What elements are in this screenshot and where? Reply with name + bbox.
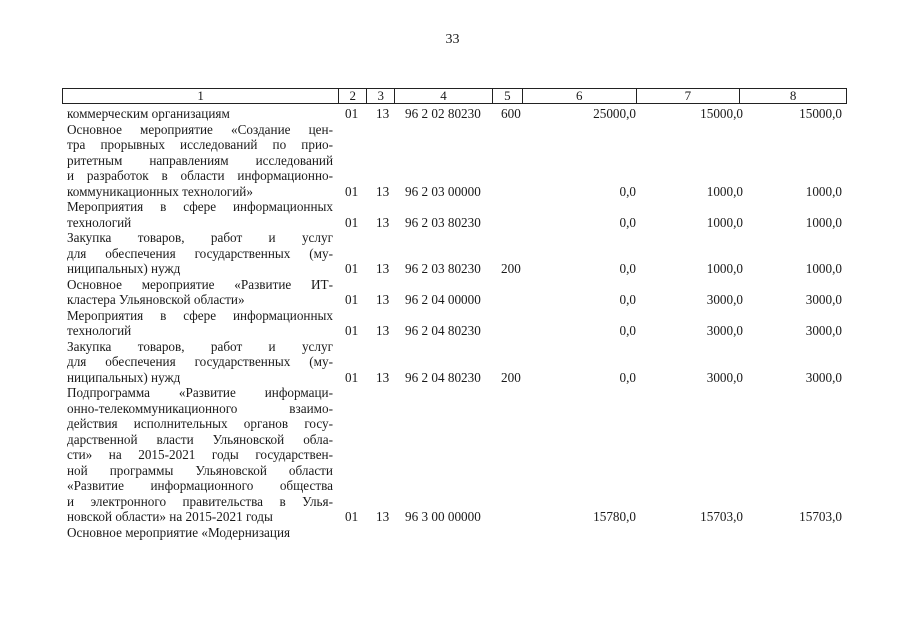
target-article-code: 96 2 03 80230	[405, 261, 481, 276]
subsection-code: 13	[376, 509, 390, 524]
description-line: Мероприятия в сфере информационных	[67, 307, 333, 323]
amount-year-1: 0,0	[619, 369, 636, 385]
description-line: Основное мероприятие «Развитие ИТ-	[67, 276, 333, 292]
target-article-code: 96 2 03 00000	[405, 183, 481, 199]
description-line: кластера Ульяновской области»	[67, 292, 245, 307]
amount-year-1: 15780,0	[593, 509, 636, 524]
subsection-code: 13	[376, 369, 390, 385]
section-code: 01	[345, 106, 359, 121]
amount-year-3: 3000,0	[805, 323, 842, 338]
subsection-code: 13	[376, 183, 390, 199]
target-article-code: 96 2 04 80230	[405, 323, 481, 338]
header-col-5: 5	[493, 89, 523, 103]
section-code: 01	[345, 183, 359, 199]
page-number: 33	[445, 32, 460, 47]
description-line: коммуникационных технологий»	[67, 183, 253, 199]
description-line: и электронного правительства в Улья-	[67, 493, 333, 509]
subsection-code: 13	[376, 292, 390, 307]
description-line: дарственной власти Ульяновской обла-	[67, 431, 333, 447]
row-description	[67, 199, 333, 230]
amount-year-1: 0,0	[619, 183, 636, 199]
description-line: технологий	[67, 323, 132, 338]
amount-year-1: 0,0	[619, 214, 636, 230]
description-line: Основное мероприятие «Модернизация	[67, 524, 291, 540]
subsection-code: 13	[376, 323, 390, 338]
amount-year-2: 3000,0	[706, 323, 743, 338]
section-code: 01	[345, 369, 359, 385]
amount-year-2: 15000,0	[700, 106, 743, 121]
header-col-1: 1	[63, 89, 339, 103]
amount-year-2: 15703,0	[700, 509, 743, 524]
header-col-6: 6	[523, 89, 637, 103]
subsection-code: 13	[376, 106, 390, 121]
description-line: Закупка товаров, работ и услуг	[67, 338, 333, 354]
description-line: ной программы Ульяновской области	[67, 462, 333, 478]
description-line: ниципальных) нужд	[67, 261, 181, 276]
row-description	[67, 230, 333, 277]
target-article-code: 96 3 00 00000	[405, 509, 481, 524]
description-line: онно-телекоммуникационного взаимо-	[67, 400, 333, 416]
row-description	[67, 385, 333, 525]
row-description	[67, 277, 333, 308]
amount-year-3: 1000,0	[805, 214, 842, 230]
description-line: для обеспечения государственных (му-	[67, 245, 333, 261]
amount-year-3: 3000,0	[805, 369, 842, 385]
target-article-code: 96 2 04 00000	[405, 292, 481, 307]
description-line: ниципальных) нужд	[67, 369, 181, 385]
description-line: Закупка товаров, работ и услуг	[67, 230, 333, 245]
description-line: и разработок в области информационно-	[67, 168, 333, 183]
section-code: 01	[345, 323, 359, 338]
amount-year-3: 15000,0	[799, 106, 842, 121]
description-line: для обеспечения государственных (му-	[67, 354, 333, 369]
description-line: Основное мероприятие «Создание цен-	[67, 121, 333, 137]
amount-year-1: 0,0	[619, 261, 636, 276]
row-description	[67, 122, 333, 200]
subsection-code: 13	[376, 214, 390, 230]
amount-year-2: 1000,0	[706, 261, 743, 276]
section-code: 01	[345, 292, 359, 307]
row-description	[67, 308, 333, 339]
section-code: 01	[345, 261, 359, 276]
header-col-3: 3	[367, 89, 395, 103]
amount-year-3: 1000,0	[805, 183, 842, 199]
row-description	[67, 339, 333, 386]
header-col-8: 8	[789, 88, 797, 103]
amount-year-3: 1000,0	[805, 261, 842, 276]
description-line: тра прорывных исследований по прио-	[67, 137, 333, 152]
target-article-code: 96 2 02 80230	[405, 106, 481, 121]
amount-year-1: 25000,0	[593, 106, 636, 121]
description-line: Подпрограмма «Развитие информаци-	[67, 385, 333, 400]
expense-type-code: 600	[501, 106, 521, 121]
amount-year-2: 3000,0	[706, 369, 743, 385]
header-col-2: 2	[339, 89, 367, 103]
table-header	[62, 88, 847, 104]
subsection-code: 13	[376, 261, 390, 276]
amount-year-3: 15703,0	[799, 509, 842, 524]
description-line: новской области» на 2015-2021 годы	[67, 509, 273, 524]
description-line: ритетным направлениям исследований	[67, 152, 333, 168]
description-line: коммерческим организациям	[67, 106, 230, 121]
amount-year-2: 1000,0	[706, 183, 743, 199]
header-col-4: 4	[395, 89, 493, 103]
amount-year-2: 1000,0	[706, 214, 743, 230]
section-code: 01	[345, 509, 359, 524]
section-code: 01	[345, 214, 359, 230]
row-description	[67, 525, 333, 541]
description-line: «Развитие информационного общества	[67, 478, 333, 493]
target-article-code: 96 2 04 80230	[405, 369, 481, 385]
header-col-7: 7	[637, 89, 741, 103]
target-article-code: 96 2 03 80230	[405, 214, 481, 230]
amount-year-2: 3000,0	[706, 292, 743, 307]
description-line: действия исполнительных органов госу-	[67, 416, 333, 431]
expense-type-code: 200	[501, 261, 521, 276]
description-line: Мероприятия в сфере информационных	[67, 199, 333, 214]
amount-year-3: 3000,0	[805, 292, 842, 307]
amount-year-1: 0,0	[619, 323, 636, 338]
description-line: сти» на 2015-2021 годы государствен-	[67, 447, 333, 462]
row-description	[67, 106, 333, 122]
amount-year-1: 0,0	[619, 292, 636, 307]
expense-type-code: 200	[501, 369, 521, 385]
description-line: технологий	[67, 214, 132, 230]
